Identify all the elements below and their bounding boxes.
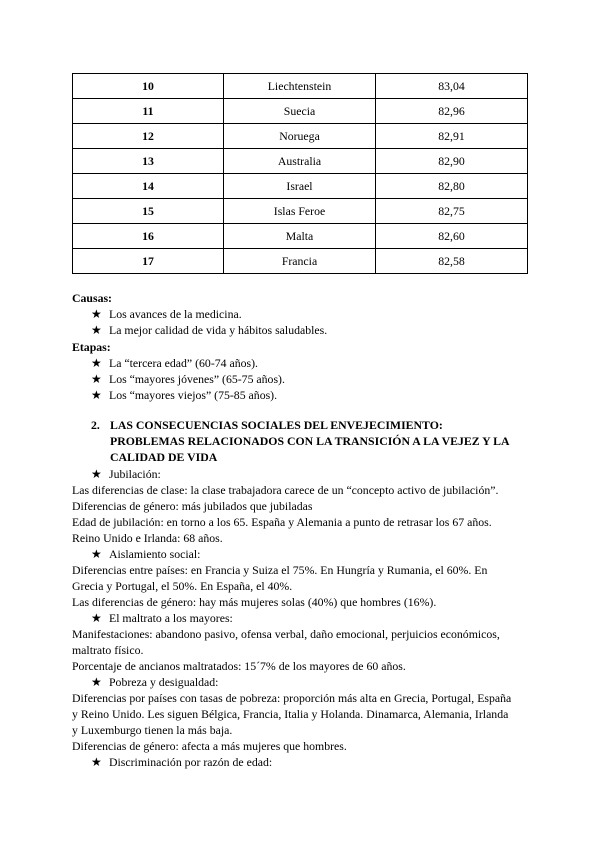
causas-title: Causas:: [72, 291, 112, 305]
list-item-text: Los “mayores jóvenes” (65-75 años).: [109, 372, 285, 386]
paragraph-line: Las diferencias de género: hay más mujeres solas (40%) que hombres (16%).: [72, 595, 437, 609]
star-bullet-icon: ★: [91, 467, 102, 481]
star-bullet-icon: ★: [91, 547, 102, 561]
star-bullet-icon: ★: [91, 675, 102, 689]
section-heading-line: PROBLEMAS RELACIONADOS CON LA TRANSICIÓN A LA VEJEZ Y LA: [110, 434, 510, 448]
paragraph-line: Diferencias entre países: en Francia y Suiza el 75%. En Hungría y Rumania, el 60%. En: [72, 563, 488, 577]
table-row: [73, 224, 528, 249]
paragraph-line: Diferencias de género: afecta a más mujeres que hombres.: [72, 739, 347, 753]
paragraph-line: Manifestaciones: abandono pasivo, ofensa verbal, daño emocional, perjuicios económicos,: [72, 627, 500, 641]
life-expectancy-table: [72, 73, 528, 274]
star-bullet-icon: ★: [91, 755, 102, 769]
list-item: [91, 371, 285, 387]
rank-cell: 10: [73, 74, 224, 99]
rank-cell: 15: [73, 199, 224, 224]
country-cell: Australia: [224, 149, 376, 174]
country-cell: Liechtenstein: [224, 74, 376, 99]
paragraph-line: Diferencias por países con tasas de pobreza: proporción más alta en Grecia, Portugal, España: [72, 691, 512, 705]
rank-cell: 17: [73, 249, 224, 274]
rank-cell: 13: [73, 149, 224, 174]
country-cell: Francia: [224, 249, 376, 274]
section-heading-line: LAS CONSECUENCIAS SOCIALES DEL ENVEJECIMIENTO:: [110, 418, 443, 432]
section-number: 2.: [91, 418, 100, 432]
list-item: [91, 306, 242, 322]
star-bullet-icon: ★: [91, 611, 102, 625]
list-item: [91, 322, 327, 338]
rank-cell: 14: [73, 174, 224, 199]
value-cell: 82,60: [376, 224, 528, 249]
section-heading-line: CALIDAD DE VIDA: [110, 450, 218, 464]
paragraph-line: Las diferencias de clase: la clase trabajadora carece de un “concepto activo de jubilación”.: [72, 483, 499, 497]
rank-cell: 16: [73, 224, 224, 249]
value-cell: 82,91: [376, 124, 528, 149]
subsection-title: Pobreza y desigualdad:: [109, 675, 219, 689]
value-cell: 82,90: [376, 149, 528, 174]
list-item: [91, 355, 258, 371]
country-cell: Israel: [224, 174, 376, 199]
list-item-text: Los avances de la medicina.: [109, 307, 242, 321]
star-bullet-icon: ★: [91, 307, 102, 321]
subsection-aislamiento: [91, 546, 200, 562]
country-cell: Noruega: [224, 124, 376, 149]
list-item-text: Los “mayores viejos” (75-85 años).: [109, 388, 278, 402]
paragraph-line: Reino Unido e Irlanda: 68 años.: [72, 531, 223, 545]
value-cell: 82,58: [376, 249, 528, 274]
subsection-discriminacion: [91, 754, 272, 770]
table-row: [73, 199, 528, 224]
star-bullet-icon: ★: [91, 356, 102, 370]
country-cell: Islas Feroe: [224, 199, 376, 224]
value-cell: 82,80: [376, 174, 528, 199]
paragraph-line: Diferencias de género: más jubilados que jubiladas: [72, 499, 313, 513]
subsection-title: El maltrato a los mayores:: [109, 611, 233, 625]
table-row: [73, 74, 528, 99]
paragraph-line: Porcentaje de ancianos maltratados: 15´7% de los mayores de 60 años.: [72, 659, 406, 673]
country-cell: Malta: [224, 224, 376, 249]
star-bullet-icon: ★: [91, 372, 102, 386]
table-row: [73, 99, 528, 124]
value-cell: 82,96: [376, 99, 528, 124]
value-cell: 83,04: [376, 74, 528, 99]
section-heading: [91, 417, 531, 467]
table-row: [73, 124, 528, 149]
table-row: [73, 249, 528, 274]
table-row: [73, 149, 528, 174]
paragraph-line: Edad de jubilación: en torno a los 65. España y Alemania a punto de retrasar los 67 años.: [72, 515, 492, 529]
subsection-title: Aislamiento social:: [109, 547, 201, 561]
paragraph-line: y Luxemburgo tienen la más baja.: [72, 723, 233, 737]
rank-cell: 12: [73, 124, 224, 149]
subsection-title: Jubilación:: [109, 467, 161, 481]
country-cell: Suecia: [224, 99, 376, 124]
paragraph-line: y Reino Unido. Les siguen Bélgica, Francia, Italia y Holanda. Dinamarca, Alemania, Irlanda: [72, 707, 509, 721]
subsection-maltrato: [91, 610, 233, 626]
star-bullet-icon: ★: [91, 323, 102, 337]
rank-cell: 11: [73, 99, 224, 124]
subsection-pobreza: [91, 674, 218, 690]
subsection-jubilacion: [91, 466, 161, 482]
list-item-text: La “tercera edad” (60-74 años).: [109, 356, 259, 370]
subsection-title: Discriminación por razón de edad:: [109, 755, 273, 769]
etapas-title: Etapas:: [72, 340, 111, 354]
paragraph-line: maltrato físico.: [72, 643, 144, 657]
value-cell: 82,75: [376, 199, 528, 224]
paragraph-line: Grecia y Portugal, el 50%. En España, el 40%.: [72, 579, 293, 593]
table-row: [73, 174, 528, 199]
star-bullet-icon: ★: [91, 388, 102, 402]
list-item: [91, 387, 277, 403]
table-body: [73, 74, 528, 274]
list-item-text: La mejor calidad de vida y hábitos saludables.: [109, 323, 328, 337]
